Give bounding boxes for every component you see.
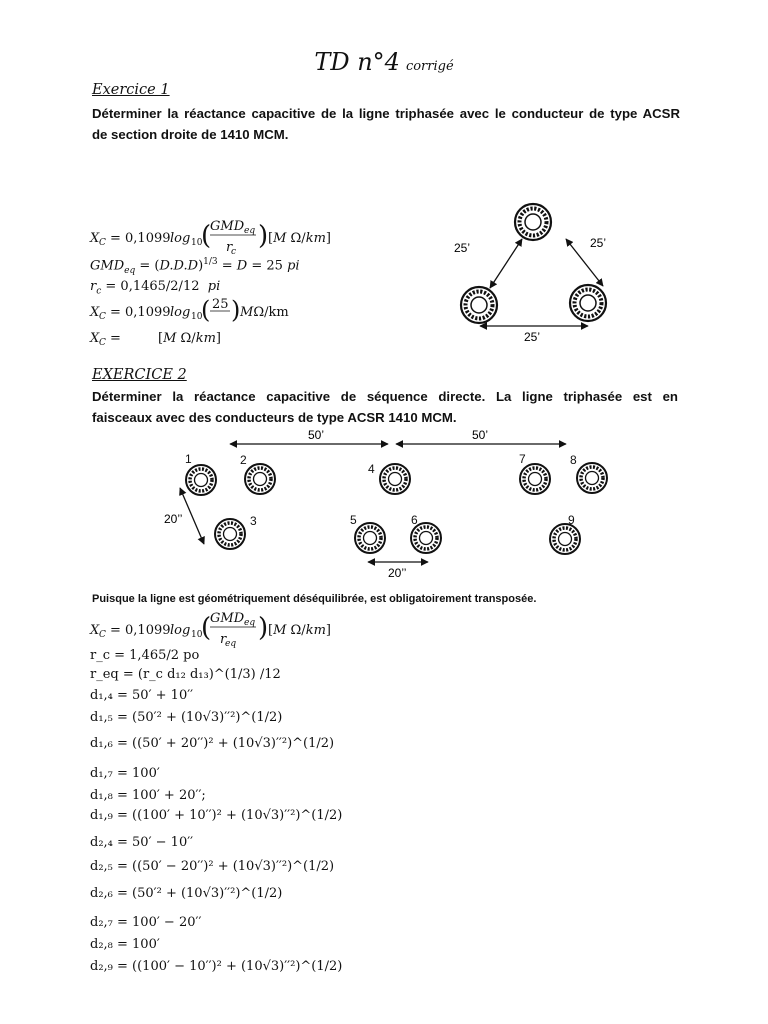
node-label-6: 6: [411, 513, 418, 527]
svg-text:log: log: [170, 305, 191, 320]
exercise2-equation-list: [90, 648, 420, 981]
svg-text:=: =: [110, 331, 121, 346]
svg-text:[M Ω/km]: [M Ω/km]: [158, 331, 221, 346]
svg-text:X: X: [90, 231, 100, 246]
arrow-left-side: [490, 239, 522, 288]
svg-text:10: 10: [191, 312, 203, 322]
svg-text:X: X: [90, 305, 100, 320]
exercise1-eq3: $r_c = 0,1465/2/12$ pi: [90, 279, 221, 297]
conductor-8: [577, 463, 607, 493]
exercise2-eq-xc: [88, 607, 388, 651]
label-dist-left: 25’: [454, 241, 471, 255]
svg-text:10: 10: [191, 238, 203, 248]
equation-line: r_c = 1,465/2 po: [90, 648, 200, 663]
node-label-9: 9: [568, 513, 575, 527]
equation-line: d₁,₅ = (50′² + (10√3)′′²)^(1/2): [90, 710, 283, 725]
svg-text:log: log: [170, 623, 191, 638]
conductor-1: [186, 465, 216, 495]
exercise1-eq4-5: [88, 294, 328, 354]
equation-line: d₂,₅ = ((50′ − 20′′)² + (10√3)′′²)^(1/2): [90, 859, 335, 874]
svg-text:(: (: [201, 613, 212, 643]
svg-text:log: log: [170, 231, 191, 246]
svg-text:GMD: GMD: [210, 219, 245, 234]
triangle-configuration-diagram: [440, 195, 640, 355]
conductor-7: [520, 464, 550, 494]
exercise2-statement-line2: faisceaux avec des conducteurs de type ACSR 1410 MCM.: [92, 410, 457, 425]
exercise1-statement: [92, 103, 680, 145]
svg-text:(: (: [201, 296, 211, 324]
equation-line: d₂,₉ = ((100′ − 10′′)² + (10√3)′′²)^(1/2): [90, 959, 343, 974]
svg-text:10: 10: [191, 630, 203, 640]
node-label-4: 4: [368, 462, 375, 476]
equation-line: d₁,₉ = ((100′ + 10′′)² + (10√3)′′²)^(1/2): [90, 808, 343, 823]
svg-text:[M Ω/km]: [M Ω/km]: [268, 623, 331, 638]
node-label-3: 3: [250, 514, 257, 528]
equation-line: d₁,₆ = ((50′ + 20′′)² + (10√3)′′²)^(1/2): [90, 736, 335, 751]
node-label-7: 7: [519, 452, 526, 466]
node-label-2: 2: [240, 453, 247, 467]
equation-line: d₂,₈ = 100′: [90, 937, 160, 952]
conductor-bottom-left: [461, 287, 497, 323]
node-label-1: 1: [185, 452, 192, 466]
svg-text:(: (: [201, 221, 212, 251]
svg-text:[M Ω/km]: [M Ω/km]: [268, 231, 331, 246]
exercise1-eq2: $GMD_{eq} = (D.D.D)^{1/3} = D = 25$ pi: [90, 257, 300, 276]
conductor-2: [245, 464, 275, 494]
svg-text:C: C: [99, 630, 106, 640]
conductor-bottom-right: [570, 285, 606, 321]
label-span-left: 50’: [308, 428, 325, 442]
conductor-4: [380, 464, 410, 494]
svg-text:eq: eq: [225, 639, 237, 649]
label-dist-right: 25’: [590, 236, 607, 250]
svg-text:MΩ/km: MΩ/km: [240, 305, 289, 320]
node-label-5: 5: [350, 513, 357, 527]
svg-text:eq: eq: [244, 226, 256, 236]
equation-line: d₂,₇ = 100′ − 20′′: [90, 915, 202, 930]
svg-text:r: r: [220, 632, 227, 647]
svg-text:): ): [258, 221, 269, 251]
equation-line: r_eq = (r_c d₁₂ d₁₃)^(1/3) /12: [90, 667, 281, 682]
exercise1-statement-line1: Déterminer la réactance capacitive de la ligne triphasée avec le conducteur de type ACSR: [92, 106, 680, 121]
conductor-top: [515, 204, 551, 240]
equation-line: d₁,₄ = 50′ + 10′′: [90, 688, 194, 703]
svg-text:): ): [231, 296, 241, 324]
svg-text:X: X: [90, 331, 100, 346]
exercise2-statement-line1: Déterminer la réactance capacitive de séquence directe. La ligne triphasée est en: [92, 389, 678, 404]
svg-text:C: C: [99, 238, 106, 248]
svg-text:25: 25: [212, 297, 229, 312]
svg-text:r: r: [226, 240, 233, 255]
exercise1-heading: Exercice 1: [92, 82, 170, 98]
conductor-3: [215, 519, 245, 549]
conductor-6: [411, 523, 441, 553]
exercise1-statement-line2: de section droite de 1410 MCM.: [92, 127, 289, 142]
conductor-9: [550, 524, 580, 554]
svg-text:GMD: GMD: [210, 611, 245, 626]
svg-text:C: C: [99, 312, 106, 322]
label-dist-5-6: 20’’: [388, 566, 407, 580]
label-span-right: 50’: [472, 428, 489, 442]
svg-text:eq: eq: [244, 618, 256, 628]
label-dist-bottom: 25’: [524, 330, 541, 344]
page-title: [0, 48, 768, 76]
svg-text:= 0,1099: = 0,1099: [110, 623, 171, 638]
exercise2-heading: EXERCICE 2: [92, 367, 187, 383]
bundled-line-diagram: [160, 422, 620, 584]
svg-text:): ): [258, 613, 269, 643]
node-label-8: 8: [570, 453, 577, 467]
equation-line: d₁,₈ = 100′ + 20′′;: [90, 788, 206, 803]
transposition-note: Puisque la ligne est géométriquement déséquilibrée, est obligatoirement transposée.: [92, 593, 537, 605]
equation-line: d₂,₄ = 50′ − 10′′: [90, 835, 194, 850]
label-dist-1-3: 20’’: [164, 512, 183, 526]
svg-text:= 0,1099: = 0,1099: [110, 305, 171, 320]
equation-line: d₂,₆ = (50′² + (10√3)′′²)^(1/2): [90, 886, 283, 901]
equation-line: d₁,₇ = 100′: [90, 766, 160, 781]
svg-text:C: C: [99, 338, 106, 348]
svg-text:c: c: [231, 247, 237, 257]
svg-text:= 0,1099: = 0,1099: [110, 231, 171, 246]
title-suffix: corrigé: [405, 59, 454, 74]
arrow-dist-1-3: [180, 488, 204, 544]
svg-text:X: X: [90, 623, 100, 638]
title-main: TD n°4: [314, 48, 400, 76]
conductor-5: [355, 523, 385, 553]
